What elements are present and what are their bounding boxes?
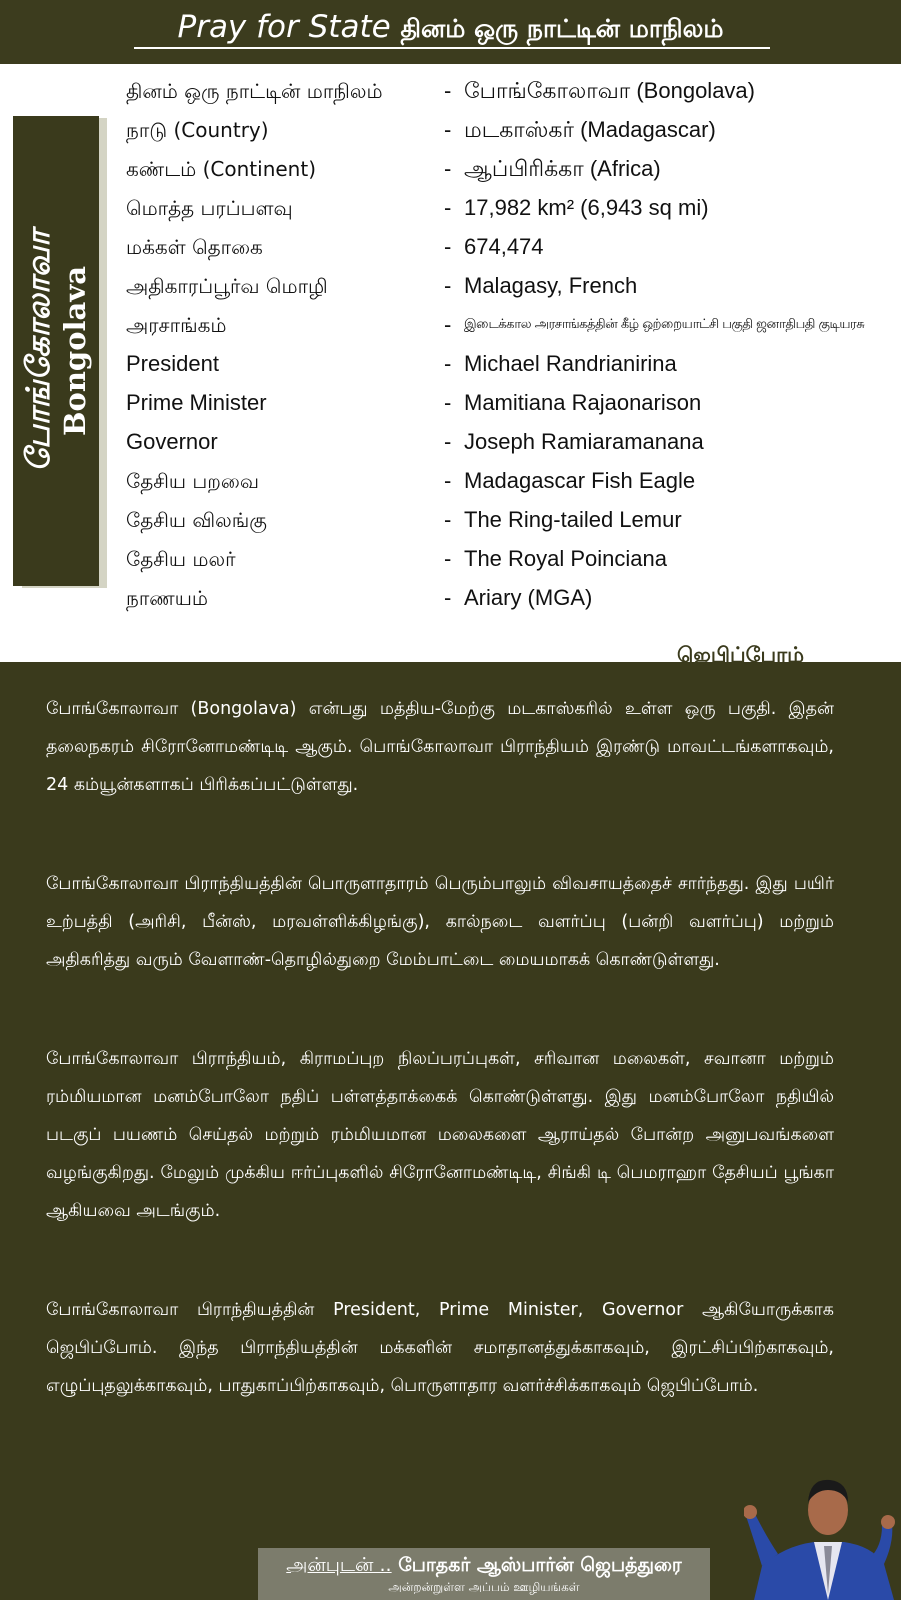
fact-label: நாணயம் — [126, 586, 208, 610]
pray-badge: ஜெபிப்போம் — [677, 643, 805, 667]
fact-value: Mamitiana Rajaonarison — [464, 390, 702, 415]
fact-row-president — [126, 345, 896, 383]
pastor-portrait — [744, 1454, 901, 1600]
fact-separator: - — [444, 585, 452, 610]
side-banner-name-tamil: போங்கோலாவா — [19, 230, 57, 472]
signature-lead: அன்புடன் .. — [286, 1554, 392, 1576]
fact-label: தினம் ஒரு நாட்டின் மாநிலம் — [126, 79, 383, 103]
fact-value: Ariary (MGA) — [464, 585, 593, 610]
fact-value: போங்கோலாவா (Bongolava) — [464, 78, 755, 103]
fact-row-population — [126, 228, 896, 266]
fact-value: Madagascar Fish Eagle — [464, 468, 696, 493]
pray-badge-underline — [671, 672, 865, 675]
fact-label: மொத்த பரப்பளவு — [126, 196, 293, 220]
paragraph: போங்கோலாவா பிராந்தியத்தின் பொருளாதாரம் பெரும்பாலும் விவசாயத்தைச் சார்ந்தது. இது பயிர் உற்பத்தி (அரிசி, பீன்ஸ், மரவள்ளிக்கிழங்கு), கால்நடை வளர்ப்பு (பன்றி வளர்ப்பு) மற்றும் அதிகரித்து வரும் வேளாண்-தொழில்துறை மேம்பாட்டை மையமாகக் கொண்டுள்ளது. — [46, 874, 834, 970]
fact-separator: - — [444, 351, 452, 376]
fact-separator: - — [444, 468, 452, 493]
header-banner — [0, 0, 901, 64]
fact-label: அதிகாரப்பூர்வ மொழி — [126, 274, 328, 298]
fact-row-national-animal — [126, 501, 896, 539]
fact-label: தேசிய விலங்கு — [126, 508, 267, 532]
fact-value: இடைக்கால அரசாங்கத்தின் கீழ் ஒற்றையாட்சி பகுதி ஜனாதிபதி குடியரசு — [464, 317, 865, 332]
fact-separator: - — [444, 156, 452, 181]
fact-value: Michael Randrianirina — [464, 351, 677, 376]
fact-value: மடகாஸ்கர் (Madagascar) — [464, 117, 716, 142]
fact-separator: - — [444, 117, 452, 142]
fact-label: தேசிய மலர் — [126, 547, 236, 571]
fact-label: அரசாங்கம் — [126, 313, 227, 337]
fact-label: நாடு (Country) — [126, 118, 269, 142]
fact-label: Governor — [126, 429, 218, 454]
fact-row-state — [126, 72, 896, 110]
fact-separator: - — [444, 429, 452, 454]
fact-label: கண்டம் (Continent) — [126, 157, 316, 181]
fact-row-prime-minister — [126, 384, 896, 422]
fact-label: Prime Minister — [126, 390, 267, 415]
fact-row-language — [126, 267, 896, 305]
side-banner-name-english: Bongolava — [58, 266, 92, 437]
side-banner-text — [19, 230, 93, 472]
fact-separator: - — [444, 195, 452, 220]
fact-separator: - — [444, 390, 452, 415]
fact-row-national-flower — [126, 540, 896, 578]
fact-label: மக்கள் தொகை — [126, 235, 263, 259]
fact-row-national-bird — [126, 462, 896, 500]
fact-row-government — [126, 306, 896, 344]
paragraph: போங்கோலாவா பிராந்தியத்தின் President, Prime Minister, Governor ஆகியோருக்காக ஜெபிப்போம். இந்த பிராந்தியத்தின் மக்களின் சமாதானத்துக்காகவும், இரட்சிப்பிற்காகவும், எழுப்புதலுக்காகவும், பாதுகாப்பிற்காகவும், பொருளாதார வளர்ச்சிக்காகவும் ஜெபிப்போம். — [46, 1300, 834, 1396]
fact-value: ஆப்பிரிக்கா (Africa) — [464, 156, 661, 181]
fact-value: The Royal Poinciana — [464, 546, 668, 571]
fact-separator: - — [444, 507, 452, 532]
fact-value: Joseph Ramiaramanana — [464, 429, 704, 454]
fact-separator: - — [444, 546, 452, 571]
fact-value: Malagasy, French — [464, 273, 638, 298]
fact-separator: - — [444, 312, 452, 337]
signature — [258, 1552, 710, 1578]
paragraph: போங்கோலாவா (Bongolava) என்பது மத்திய-மேற்கு மடகாஸ்கரில் உள்ள ஒரு பகுதி. இதன் தலைநகரம் சிரோனோமண்டிடி ஆகும். பொங்கோலாவா பிராந்தியம் இரண்டு மாவட்டங்களாகவும், 24 கம்யூன்களாகப் பிரிக்கப்பட்டுள்ளது. — [46, 699, 834, 795]
fact-separator: - — [444, 78, 452, 103]
fact-row-continent — [126, 150, 896, 188]
fact-row-currency — [126, 579, 896, 617]
article-body — [46, 690, 834, 1466]
fact-row-area — [126, 189, 896, 227]
fact-separator: - — [444, 234, 452, 259]
signature-name: போதகர் ஆஸ்பார்ன் ஜெபத்துரை — [398, 1554, 682, 1576]
signature-ministry: அன்றன்றுள்ள அப்பம் ஊழியங்கள் — [388, 1580, 580, 1594]
page-title — [0, 6, 901, 50]
fact-value: The Ring-tailed Lemur — [464, 507, 682, 532]
fact-row-country — [126, 111, 896, 149]
paragraph: போங்கோலாவா பிராந்தியம், கிராமப்புற நிலப்பரப்புகள், சரிவான மலைகள், சவானா மற்றும் ரம்மியமான மனம்போலோ நதிப் பள்ளத்தாக்கைக் கொண்டுள்ளது. இது மனம்போலோ நதியில் படகுப் பயணம் செய்தல் மற்றும் ரம்மியமான மலைகளை ஆராய்தல் போன்ற அனுபவங்களை வழங்குகிறது. மேலும் முக்கிய ஈர்ப்புகளில் சிரோனோமண்டிடி, சிங்கி டி பெமராஹா தேசியப் பூங்கா ஆகியவை அடங்கும். — [46, 1049, 834, 1221]
title-tamil: தினம் ஒரு நாட்டின் மாநிலம் — [400, 14, 724, 43]
fact-row-governor — [126, 423, 896, 461]
fact-value: 17,982 km² (6,943 sq mi) — [464, 195, 709, 220]
fact-value: 674,474 — [464, 234, 544, 259]
title-english: Pray for State — [177, 9, 391, 45]
fact-separator: - — [444, 273, 452, 298]
fact-label: தேசிய பறவை — [126, 469, 259, 493]
title-underline — [134, 47, 770, 49]
fact-label: President — [126, 351, 219, 376]
